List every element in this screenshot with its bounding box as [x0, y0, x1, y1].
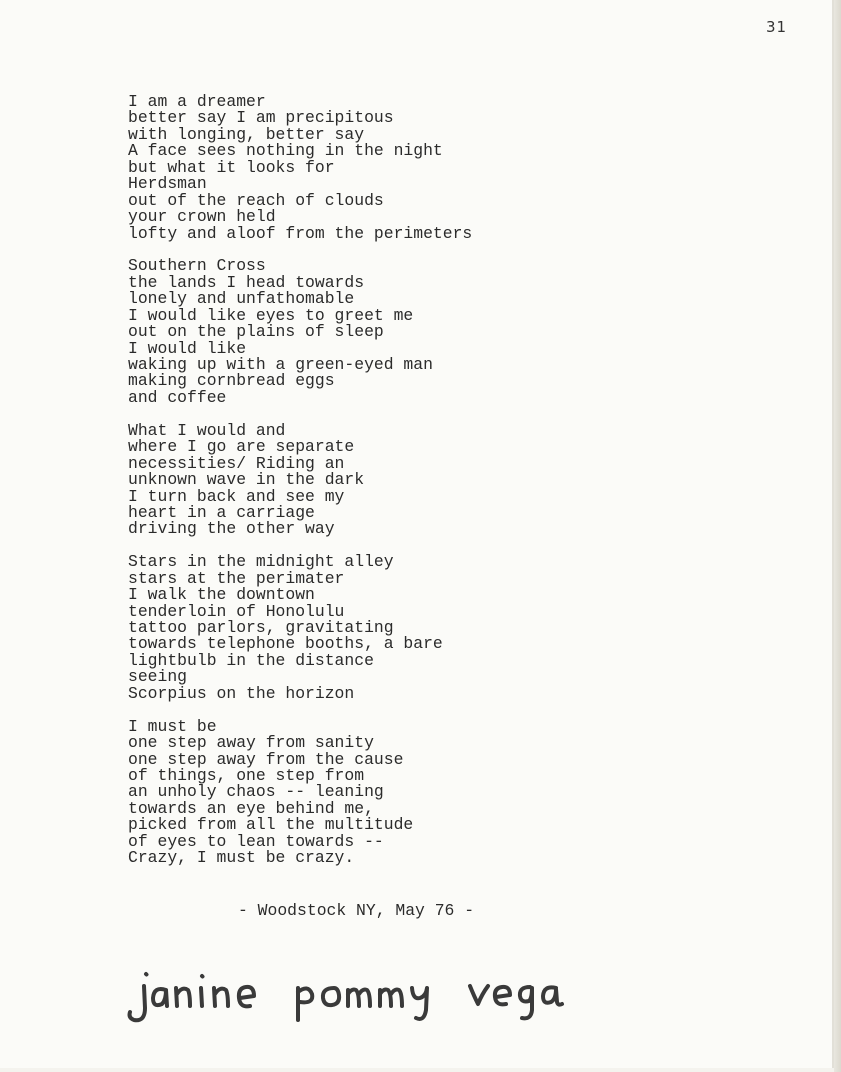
poem-line: waking up with a green-eyed man: [128, 355, 433, 374]
poem-line: one step away from the cause: [128, 749, 404, 769]
page-edge: [834, 0, 841, 1072]
poem-line: out on the plains of sleep: [128, 322, 384, 342]
poem-line: one step away from sanity: [128, 733, 374, 753]
poem-line: tenderloin of Honolulu: [128, 601, 345, 621]
poem-line: Herdsman: [128, 174, 207, 194]
poem-line: A face sees nothing in the night: [128, 141, 443, 161]
poem-line: better say I am precipitous: [128, 108, 394, 128]
poem-line: making cornbread eggs: [128, 371, 335, 391]
poem-line: stars at the perimater: [128, 568, 345, 588]
poem-line: an unholy chaos -- leaning: [128, 782, 384, 802]
poem-line: lonely and unfathomable: [128, 289, 355, 309]
poem-line: picked from all the multitude: [128, 815, 414, 835]
poem-line: but what it looks for: [128, 157, 335, 177]
poem-body: [128, 94, 472, 867]
poem-line: I am a dreamer: [128, 92, 266, 111]
poem-line: driving the other way: [128, 519, 335, 539]
poem-line: I turn back and see my: [128, 486, 345, 506]
poem-line: What I would and: [128, 420, 286, 440]
poem-line: I must be: [128, 716, 217, 736]
poem-line: your crown held: [128, 207, 276, 227]
poem-line: towards telephone booths, a bare: [128, 634, 443, 654]
poem-line: tattoo parlors, gravitating: [128, 618, 394, 637]
poem-line: Scorpius on the horizon: [128, 683, 355, 703]
poem-line: Crazy, I must be crazy.: [128, 848, 355, 868]
dateline: - Woodstock NY, May 76 -: [238, 901, 475, 920]
poem-line: Stars in the midnight alley: [128, 552, 394, 572]
poem-line: I would like: [128, 338, 247, 358]
poem-line: lofty and aloof from the perimeters: [128, 223, 473, 243]
page-number: 31: [766, 18, 788, 36]
handwritten-signature: [120, 960, 580, 1040]
poem-line: of eyes to lean towards --: [128, 831, 384, 851]
poem-line: towards an eye behind me,: [128, 798, 374, 818]
poem-line: with longing, better say: [128, 124, 365, 144]
poem-line: of things, one step from: [128, 765, 365, 785]
poem-line: Southern Cross: [128, 256, 266, 276]
poem-line: seeing: [128, 667, 188, 687]
poem-line: the lands I head towards: [128, 272, 365, 292]
poem-line: I would like eyes to greet me: [128, 305, 414, 325]
poem-line: and coffee: [128, 387, 227, 407]
poem-line: heart in a carriage: [128, 502, 315, 522]
poem-line: where I go are separate: [128, 437, 355, 457]
poem-line: unknown wave in the dark: [128, 470, 365, 490]
poem-line: necessities/ Riding an: [128, 453, 345, 473]
poem-line: I walk the downtown: [128, 585, 315, 605]
poem-line: lightbulb in the distance: [128, 650, 374, 670]
poem-line: out of the reach of clouds: [128, 190, 384, 210]
